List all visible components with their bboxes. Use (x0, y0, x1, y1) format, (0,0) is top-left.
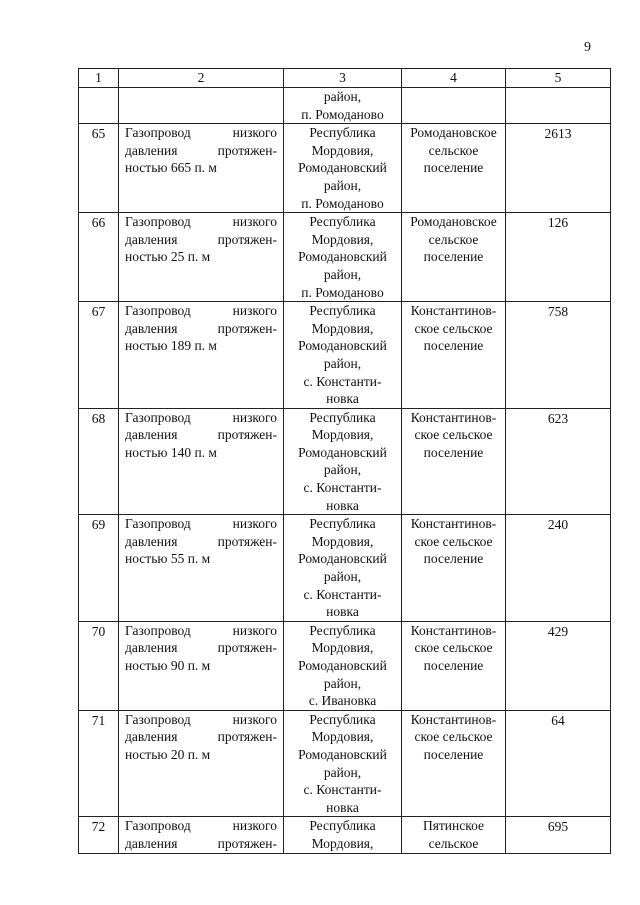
value-cell (506, 515, 611, 622)
location-line: п. Ромоданово (301, 195, 384, 211)
value: 429 (547, 623, 569, 639)
object-name-cell (119, 124, 284, 213)
settlement-line: поселение (423, 444, 484, 460)
row-number: 70 (91, 623, 106, 639)
value: 2613 (544, 126, 572, 142)
settlement-line: ское сельское (414, 640, 493, 656)
settlement-line: Константинов- (410, 622, 497, 638)
settlement-line: Константинов- (410, 711, 497, 727)
object-name-line: Газопровод низкого (125, 622, 277, 638)
location-line: Ромодановский (298, 338, 387, 354)
row-number: 67 (91, 304, 106, 320)
settlement-line: поселение (423, 338, 484, 354)
continuation-name-cell (119, 88, 284, 124)
settlement-line: поселение (423, 658, 484, 673)
settlement-line: поселение (423, 160, 484, 176)
settlement-line: Ромодановское (410, 125, 497, 141)
row-number-cell (79, 302, 119, 409)
location-cell (284, 302, 402, 409)
settlement-line: поселение (423, 746, 484, 762)
location-line: район, (323, 177, 362, 193)
location-line: Республика (309, 516, 376, 532)
row-number-cell (79, 817, 119, 853)
object-name-line: ностью 55 п. м (125, 551, 211, 567)
table-row (79, 124, 611, 213)
row-number: 68 (91, 410, 106, 426)
row-number-cell (79, 515, 119, 622)
object-name-line: ностью 25 п. м (125, 249, 211, 265)
table-row (79, 710, 611, 817)
registry-table (78, 68, 611, 854)
value: 758 (547, 304, 569, 320)
table-row (79, 302, 611, 409)
location-line: Ромодановский (298, 658, 387, 673)
location-line: Мордовия, (311, 142, 374, 158)
location-line: новка (326, 604, 359, 620)
object-name-line: давления протяжен- (125, 320, 277, 336)
location-line: район, (323, 89, 362, 104)
row-number: 71 (91, 712, 106, 728)
settlement-cell (402, 408, 506, 515)
object-name-line: давления протяжен- (125, 142, 277, 158)
object-name-line: Газопровод низкого (125, 303, 277, 319)
location-line: Ромодановский (298, 444, 387, 460)
settlement-line: ское сельское (414, 320, 493, 336)
settlement-cell (402, 817, 506, 853)
object-name-line: ностью 665 п. м (125, 160, 217, 176)
object-name-line: Газопровод низкого (125, 818, 277, 834)
table-row (79, 213, 611, 302)
header-cell-5: 5 (506, 69, 611, 88)
location-line: п. Ромоданово (301, 106, 384, 122)
table-row (79, 817, 611, 853)
location-line: Мордовия, (311, 427, 374, 443)
value-cell (506, 124, 611, 213)
value: 623 (547, 410, 569, 426)
table-row (79, 515, 611, 622)
object-name-cell (119, 817, 284, 853)
object-name-line: ностью 140 п. м (125, 444, 217, 460)
object-name-line: Газопровод низкого (125, 125, 277, 141)
location-line: Ромодановский (298, 746, 387, 762)
object-name-line: Газопровод низкого (125, 711, 277, 727)
page-number: 9 (584, 40, 591, 55)
location-line: Республика (309, 125, 376, 141)
location-line: Мордовия, (311, 320, 374, 336)
settlement-line: поселение (423, 551, 484, 567)
location-line: район, (323, 462, 362, 478)
location-line: с. Константи- (303, 480, 382, 496)
continuation-location-cell (284, 88, 402, 124)
value: 695 (547, 819, 569, 835)
row-number: 66 (91, 215, 106, 231)
header-cell-4: 4 (402, 69, 506, 88)
continuation-settlement-cell (402, 88, 506, 124)
settlement-line: ское сельское (414, 533, 493, 549)
header-cell-3: 3 (284, 69, 402, 88)
location-line: Республика (309, 818, 376, 834)
location-line: район, (323, 764, 362, 780)
location-line: с. Константи- (303, 782, 382, 798)
row-number: 72 (91, 819, 106, 835)
table-row (79, 408, 611, 515)
value-cell (506, 621, 611, 710)
settlement-cell (402, 621, 506, 710)
value: 64 (551, 712, 565, 728)
settlement-line: Константинов- (410, 303, 497, 319)
settlement-cell (402, 124, 506, 213)
object-name-cell (119, 408, 284, 515)
value: 126 (547, 215, 569, 231)
value-cell (506, 213, 611, 302)
location-line: Ромодановский (298, 160, 387, 176)
object-name-cell (119, 710, 284, 817)
location-cell (284, 621, 402, 710)
location-line: Мордовия, (311, 640, 374, 656)
object-name-cell (119, 213, 284, 302)
object-name-line: ностью 20 п. м (125, 746, 211, 762)
settlement-line: сельское (428, 231, 479, 247)
value: 240 (547, 517, 569, 533)
settlement-line: сельское (428, 835, 479, 851)
location-line: новка (326, 391, 359, 407)
settlement-line: Пятинское (422, 818, 485, 834)
settlement-cell (402, 710, 506, 817)
location-cell (284, 213, 402, 302)
settlement-line: Константинов- (410, 516, 497, 532)
value-cell (506, 710, 611, 817)
location-cell (284, 124, 402, 213)
object-name-line: ностью 90 п. м (125, 658, 211, 673)
location-line: Мордовия, (311, 729, 374, 745)
location-line: Мордовия, (311, 835, 374, 851)
row-number-cell (79, 124, 119, 213)
continuation-value-cell (506, 88, 611, 124)
location-line: Мордовия, (311, 533, 374, 549)
object-name-cell (119, 515, 284, 622)
location-line: п. Ромоданово (301, 284, 384, 300)
object-name-line: давления протяжен- (125, 835, 277, 851)
row-number-cell (79, 408, 119, 515)
object-name-line: Газопровод низкого (125, 214, 277, 230)
location-line: Республика (309, 711, 376, 727)
value-cell (506, 302, 611, 409)
object-name-cell (119, 302, 284, 409)
location-line: Республика (309, 303, 376, 319)
location-cell (284, 515, 402, 622)
location-line: район, (323, 569, 362, 585)
object-name-line: ностью 189 п. м (125, 338, 217, 354)
location-line: Республика (309, 409, 376, 425)
table-row (79, 621, 611, 710)
location-line: Мордовия, (311, 231, 374, 247)
header-cell-2: 2 (119, 69, 284, 88)
location-cell (284, 817, 402, 853)
location-line: Республика (309, 622, 376, 638)
location-cell (284, 408, 402, 515)
object-name-line: давления протяжен- (125, 729, 277, 745)
settlement-line: сельское (428, 142, 479, 158)
header-cell-1: 1 (79, 69, 119, 88)
location-line: Ромодановский (298, 249, 387, 265)
object-name-line: Газопровод низкого (125, 516, 277, 532)
object-name-line: давления протяжен- (125, 533, 277, 549)
row-number-cell (79, 621, 119, 710)
location-line: с. Константи- (303, 373, 382, 389)
settlement-line: ское сельское (414, 729, 493, 745)
settlement-cell (402, 302, 506, 409)
object-name-line: давления протяжен- (125, 640, 277, 656)
value-cell (506, 817, 611, 853)
location-cell (284, 710, 402, 817)
location-line: район, (323, 355, 362, 371)
row-number-cell (79, 710, 119, 817)
object-name-line: давления протяжен- (125, 231, 277, 247)
object-name-line: давления протяжен- (125, 427, 277, 443)
value-cell (506, 408, 611, 515)
location-line: новка (326, 497, 359, 513)
object-name-cell (119, 621, 284, 710)
settlement-cell (402, 213, 506, 302)
header-row (79, 69, 611, 88)
location-line: новка (326, 799, 359, 815)
settlement-line: Ромодановское (410, 214, 497, 230)
settlement-line: Константинов- (410, 409, 497, 425)
location-line: район, (323, 266, 362, 282)
row-number: 65 (91, 126, 106, 142)
location-line: с. Константи- (303, 586, 382, 602)
settlement-line: поселение (423, 249, 484, 265)
location-line: с. Ивановка (308, 693, 377, 709)
continuation-num-cell (79, 88, 119, 124)
continuation-row (79, 88, 611, 124)
settlement-line: ское сельское (414, 427, 493, 443)
object-name-line: Газопровод низкого (125, 409, 277, 425)
location-line: Республика (309, 214, 376, 230)
location-line: Ромодановский (298, 551, 387, 567)
row-number: 69 (91, 517, 106, 533)
location-line: район, (323, 675, 362, 691)
row-number-cell (79, 213, 119, 302)
settlement-cell (402, 515, 506, 622)
